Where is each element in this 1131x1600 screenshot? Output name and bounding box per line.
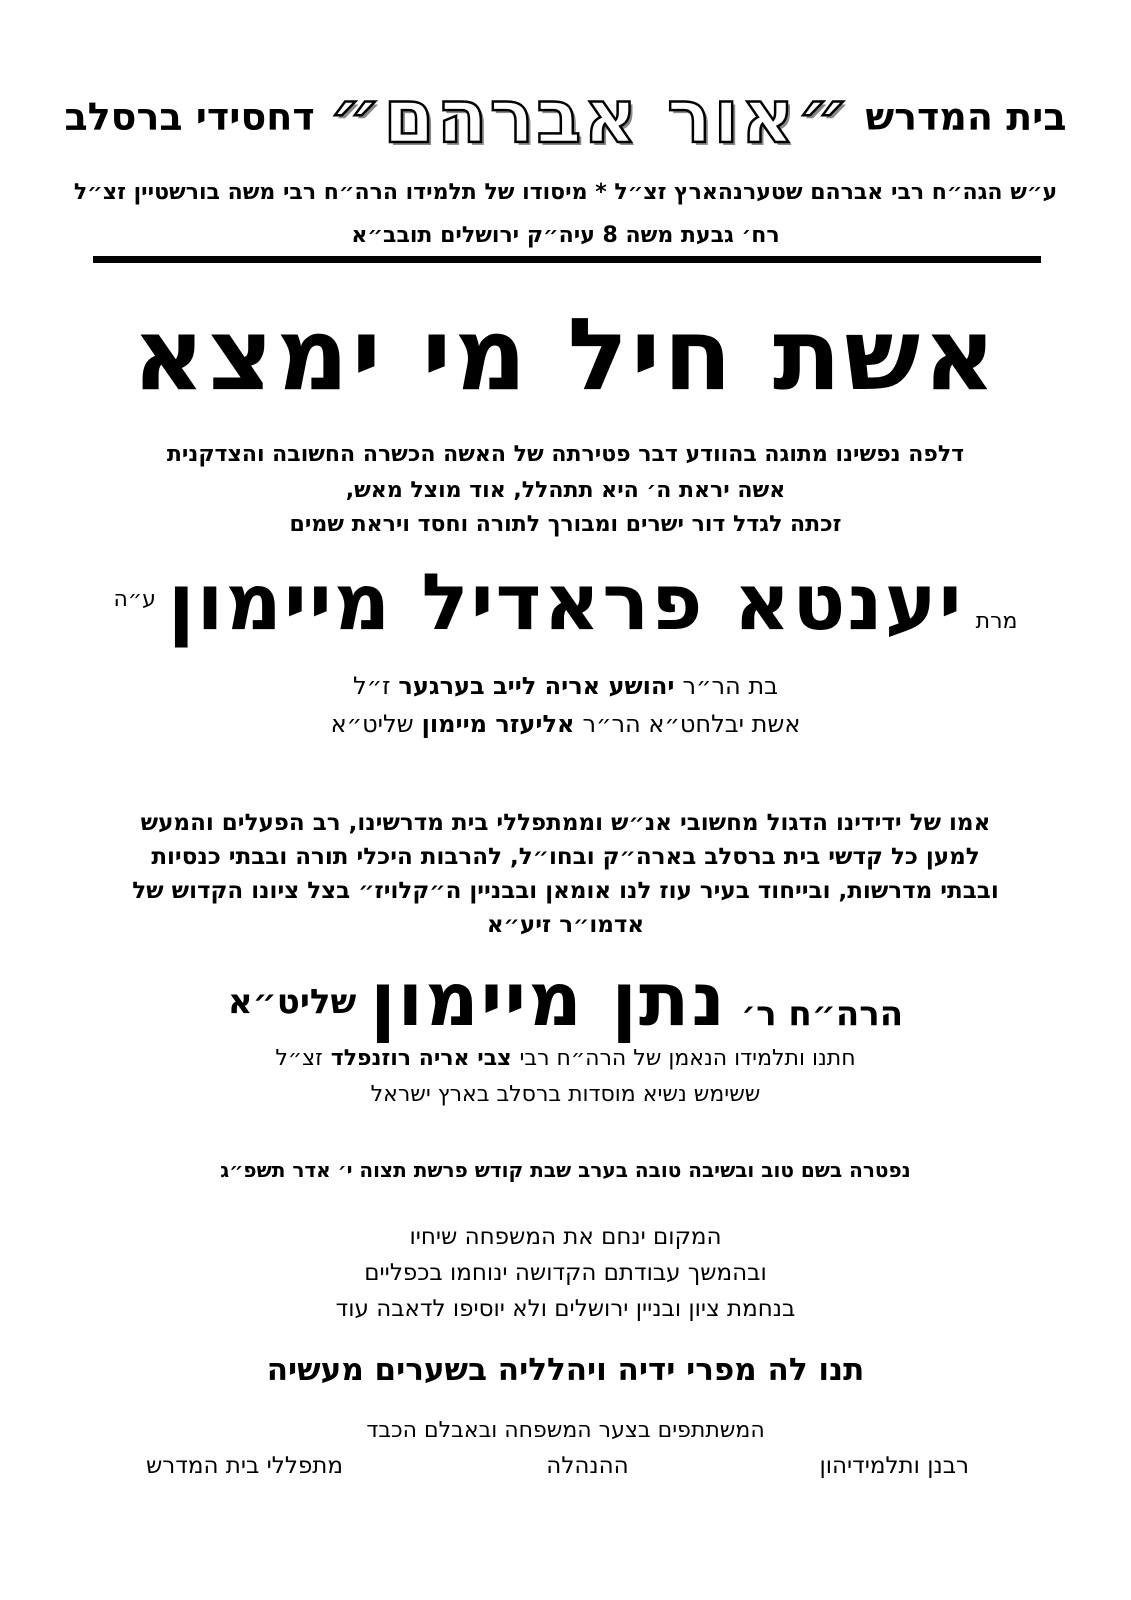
father-name: יהושע אריה לייב בערגער xyxy=(398,672,675,700)
son-paragraph-line: אמו של ידידינו הדגול מחשובי אנ״ש וממתפללי בית מדרשינו, רב הפעלים והמעש xyxy=(140,810,991,836)
signatory-congregants: מתפללי בית המדרש xyxy=(146,1453,344,1479)
mourners-line: המשתתפים בצער המשפחה ובאבלם הכבד xyxy=(366,1418,765,1443)
rabbi-name: צבי אריה רוזנפלד xyxy=(330,1046,512,1071)
son-name-row xyxy=(0,957,1131,1043)
signatory-management: ההנהלה xyxy=(546,1453,629,1479)
son-name: נתן מיימון xyxy=(370,957,727,1043)
father-suffix: ז״ל xyxy=(353,672,391,700)
intro-line: דלפה נפשינו מתוגה בהוודע דבר פטירתה של האשה הכשרה החשובה והצדקנית xyxy=(166,442,965,467)
intro-line: זכתה לגדל דור ישרים ומבורך לתורה וחסד ויראת שמים xyxy=(289,512,842,537)
deceased-suffix: ע״ה xyxy=(113,587,156,612)
signatories xyxy=(0,1453,1131,1489)
address-line: רח׳ גבעת משה 8 עיה״ק ירושלים תובב״א xyxy=(351,223,780,248)
institution-name: ״אור אברהם״ xyxy=(328,74,852,160)
passing-date-line: נפטרה בשם טוב ובשיבה טובה בערב שבת קודש פרשת תצוה י׳ אדר תשפ״ג xyxy=(220,1158,911,1182)
deceased-name-row xyxy=(0,558,1131,648)
header-divider xyxy=(93,256,1041,263)
son-prefix: הרה״ח ר׳ xyxy=(741,994,904,1034)
son-in-law-prefix: חתנו ותלמידו הנאמן של הרה״ח רבי xyxy=(519,1046,856,1071)
headline: אשת חיל מי ימצא xyxy=(132,296,999,413)
son-in-law-line xyxy=(0,1046,1131,1071)
husband-name: אליעזר מיימון xyxy=(421,710,575,738)
son-paragraph-line: למען כל קדשי בית ברסלב בארה״ק ובחו״ל, להרבות היכלי תורה ובבתי כנסיות xyxy=(151,844,980,870)
header xyxy=(0,72,1131,162)
consolation-line: המקום ינחם את המשפחה שיחיו xyxy=(409,1224,722,1250)
consolation-line: בנחמת ציון ובניין ירושלים ולא יוסיפו לדאבה עוד xyxy=(335,1296,796,1322)
closing-verse: תנו לה מפרי ידיה ויהלליה בשערים מעשיה xyxy=(266,1352,865,1388)
wife-prefix: אשת יבלחט״א הר״ר xyxy=(582,710,801,738)
deceased-title: מרת xyxy=(975,609,1018,634)
wife-of-line xyxy=(0,710,1131,738)
rabbi-suffix: זצ״ל xyxy=(275,1046,323,1071)
son-paragraph-line: ובבתי מדרשות, ובייחוד בעיר עוז לנו אומאן ובבניין ה״קלויז״ בצל ציונו הקדוש של xyxy=(132,878,999,904)
daughter-of-line xyxy=(0,672,1131,700)
founders-line: ע״ש הגה״ח רבי אברהם שטערנהארץ זצ״ל * מיסודו של תלמידו הרה״ח רבי משה בורשטיין זצ״ל xyxy=(73,180,1058,205)
son-paragraph-line: אדמו״ר זיע״א xyxy=(486,912,645,938)
deceased-name: יענטא פראדיל מיימון xyxy=(167,558,964,648)
husband-suffix: שליט״א xyxy=(330,710,414,738)
rabbi-role-line: ששימש נשיא מוסדות ברסלב בארץ ישראל xyxy=(370,1082,761,1107)
daughter-prefix: בת הר״ר xyxy=(682,672,778,700)
signatory-rabbis: רבנן ותלמידיהון xyxy=(819,1453,969,1479)
header-prefix: בית המדרש xyxy=(865,95,1067,139)
son-suffix: שליט״א xyxy=(227,982,357,1022)
intro-line: אשה יראת ה׳ היא תתהלל, אוד מוצל מאש, xyxy=(345,478,786,503)
header-suffix: דחסידי ברסלב xyxy=(64,95,315,139)
consolation-line: ובהמשך עבודתם הקדושה ינוחמו בכפליים xyxy=(364,1260,767,1286)
